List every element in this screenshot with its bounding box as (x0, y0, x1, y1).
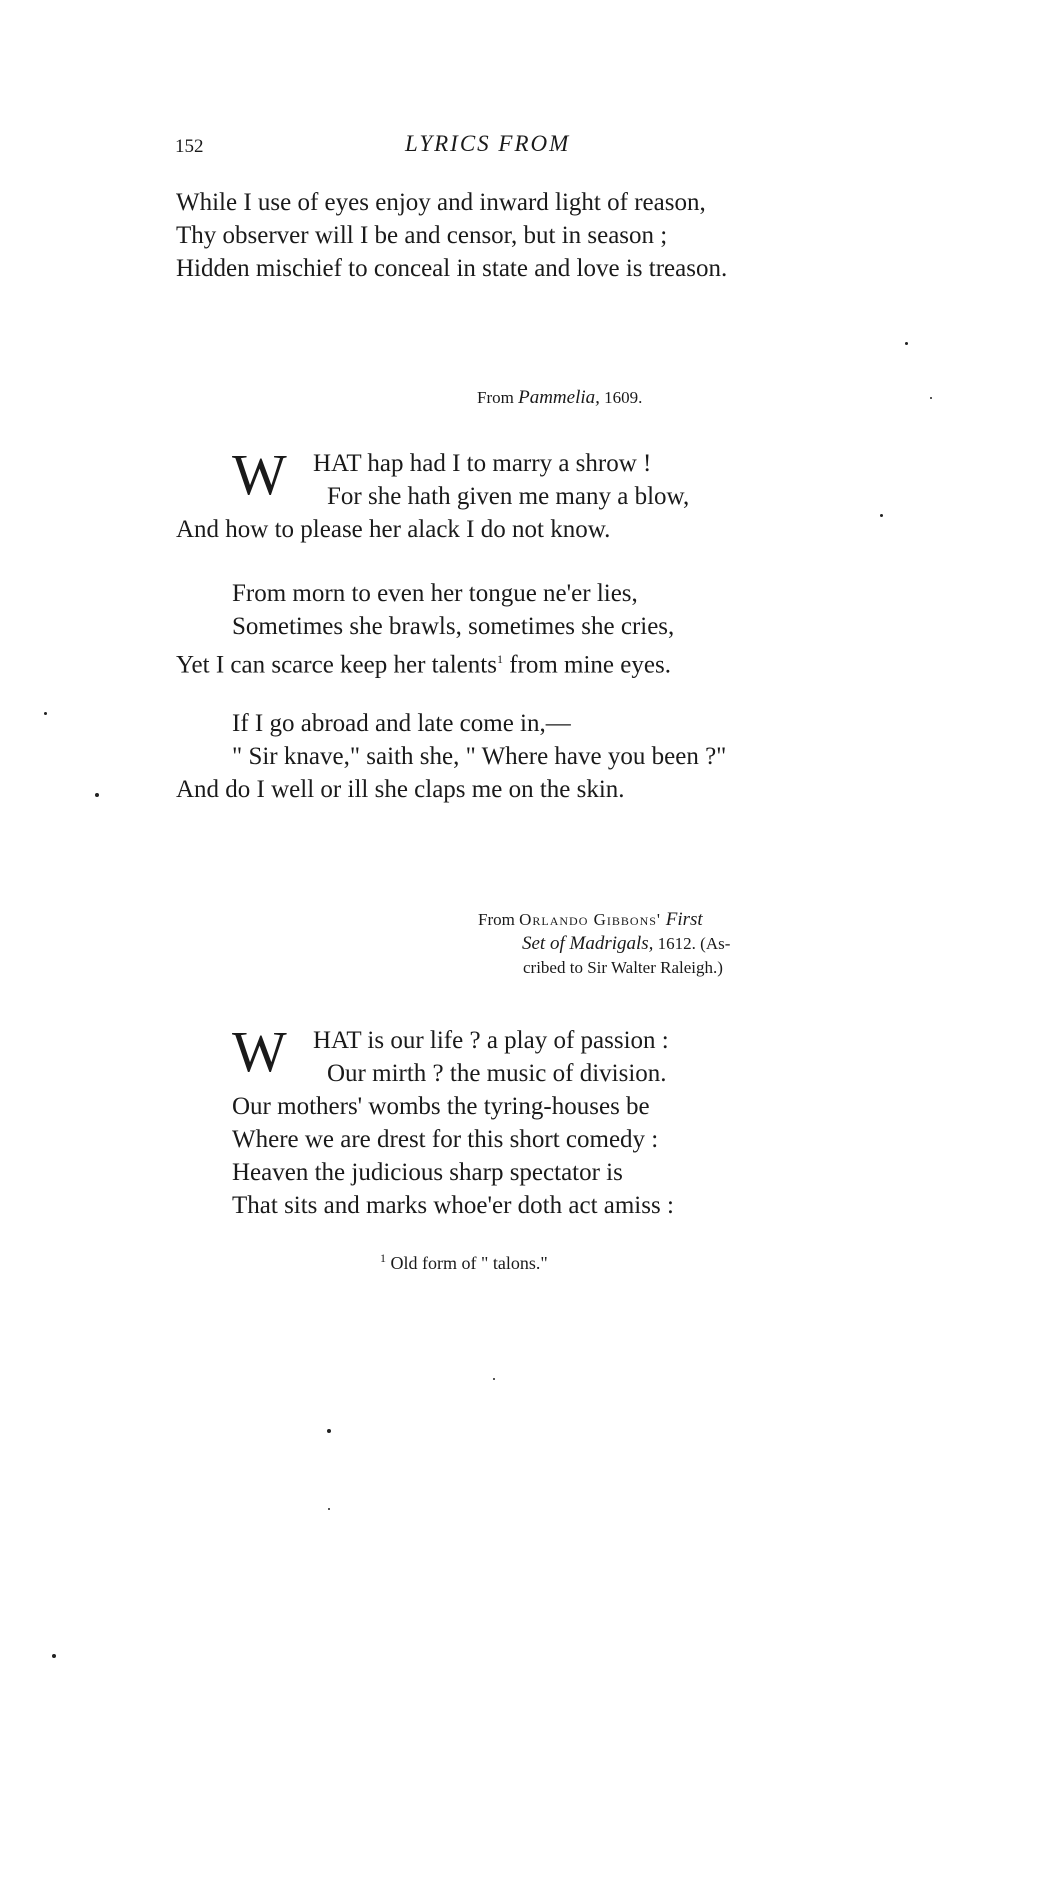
scan-speck (44, 712, 47, 715)
verse-line: Yet I can scarce keep her talents$^1$ from mine eyes. (176, 651, 671, 679)
poem1-source: From Pammelia, 1609. (477, 387, 643, 408)
verse-line: HAT hap had I to marry a shrow ! (313, 450, 652, 477)
verse-line: Hidden mischief to conceal in state and love is treason. (176, 255, 728, 282)
scan-speck (328, 1508, 330, 1510)
scan-speck (327, 1429, 331, 1433)
poem2-source-line3: cribed to Sir Walter Raleigh.) (523, 958, 723, 977)
verse-line: From morn to even her tongue ne'er lies, (232, 580, 638, 607)
running-head: LYRICS FROM (405, 131, 571, 156)
scan-speck (880, 514, 883, 517)
verse-line: Thy observer will I be and censor, but in season ; (176, 222, 668, 249)
scan-speck (52, 1654, 56, 1658)
scan-speck (905, 342, 908, 345)
verse-line: HAT is our life ? a play of passion : (313, 1027, 669, 1054)
scan-speck (95, 793, 99, 797)
drop-cap: W (232, 442, 287, 507)
poem2-source-line1: From Orlando Gibbons' First (478, 909, 703, 930)
verse-line: Our mirth ? the music of division. (327, 1060, 667, 1087)
verse-line: And do I well or ill she claps me on the skin. (176, 776, 625, 803)
verse-line: Where we are drest for this short comedy : (232, 1126, 659, 1153)
drop-cap: W (232, 1019, 287, 1084)
page-number: 152 (175, 136, 204, 157)
verse-line: That sits and marks whoe'er doth act amiss : (232, 1192, 674, 1219)
verse-line: Sometimes she brawls, sometimes she cries, (232, 613, 675, 640)
verse-line: For she hath given me many a blow, (327, 483, 690, 510)
footnote: $^1$ Old form of " talons." (380, 1251, 548, 1273)
verse-line: While I use of eyes enjoy and inward light of reason, (176, 189, 706, 216)
footnote-ref: 1 (496, 652, 503, 666)
verse-line: Heaven the judicious sharp spectator is (232, 1159, 623, 1186)
scan-speck (493, 1378, 495, 1380)
verse-line: If I go abroad and late come in,— (232, 710, 571, 737)
poem2-source-line2: Set of Madrigals, 1612. (As- (522, 933, 731, 954)
verse-line: " Sir knave," saith she, " Where have you been ?" (232, 743, 727, 770)
scan-speck (930, 397, 932, 399)
verse-line: Our mothers' wombs the tyring-houses be (232, 1093, 650, 1120)
verse-line: And how to please her alack I do not know. (176, 516, 611, 543)
